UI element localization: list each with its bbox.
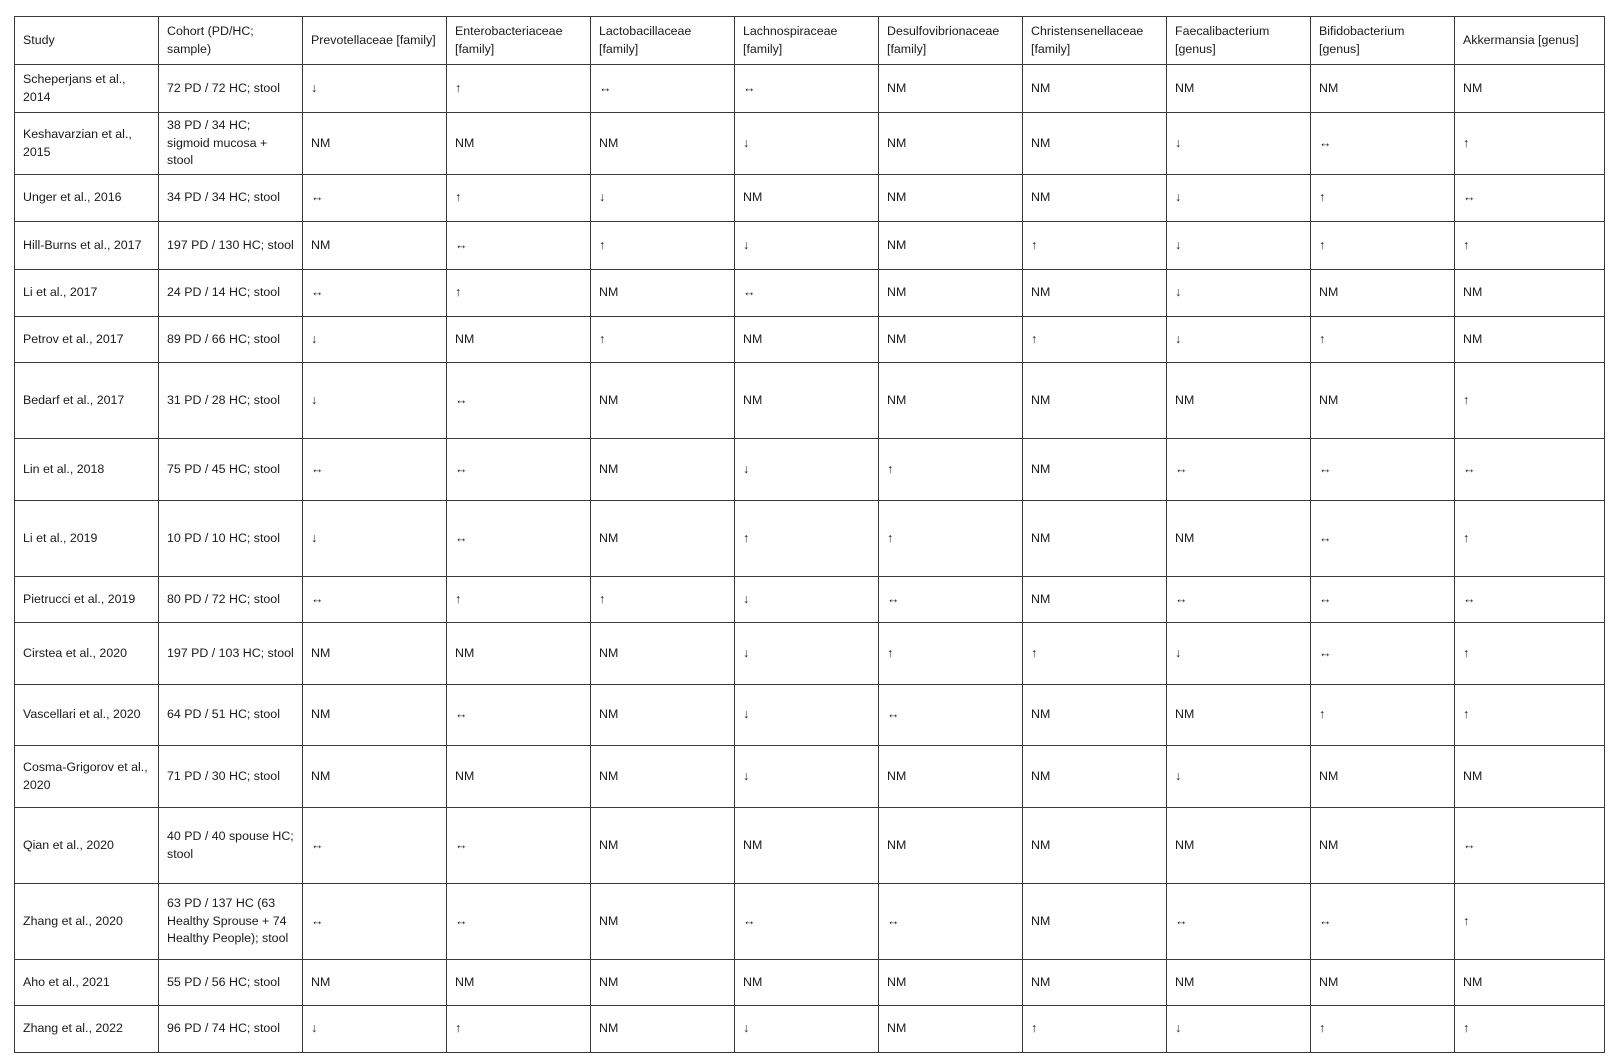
change-cell-bifidobacterium: NM xyxy=(1311,270,1455,317)
study-cell: Unger et al., 2016 xyxy=(15,175,159,222)
change-cell-desulfovibrionaceae: NM xyxy=(879,175,1023,222)
change-cell-lactobacillaceae: NM xyxy=(591,1006,735,1053)
change-cell-christensenellaceae: NM xyxy=(1023,960,1167,1006)
change-cell-lactobacillaceae: NM xyxy=(591,270,735,317)
change-cell-akkermansia: NM xyxy=(1455,317,1605,363)
change-cell-akkermansia: ↑ xyxy=(1455,623,1605,685)
change-cell-christensenellaceae: NM xyxy=(1023,439,1167,501)
cohort-cell: 10 PD / 10 HC; stool xyxy=(159,501,303,577)
change-cell-desulfovibrionaceae: NM xyxy=(879,270,1023,317)
change-cell-bifidobacterium: NM xyxy=(1311,808,1455,884)
change-cell-prevotellaceae: NM xyxy=(303,746,447,808)
change-cell-faecalibacterium: ↓ xyxy=(1167,1006,1311,1053)
change-cell-desulfovibrionaceae: NM xyxy=(879,746,1023,808)
change-cell-faecalibacterium: NM xyxy=(1167,685,1311,746)
change-cell-christensenellaceae: NM xyxy=(1023,808,1167,884)
change-cell-akkermansia: ↑ xyxy=(1455,884,1605,960)
change-cell-bifidobacterium: ↔ xyxy=(1311,623,1455,685)
change-cell-faecalibacterium: ↓ xyxy=(1167,113,1311,175)
change-cell-faecalibacterium: NM xyxy=(1167,808,1311,884)
study-cell: Aho et al., 2021 xyxy=(15,960,159,1006)
table-row xyxy=(15,363,1605,439)
table-row xyxy=(15,623,1605,685)
change-cell-prevotellaceae: NM xyxy=(303,685,447,746)
change-cell-bifidobacterium: ↑ xyxy=(1311,685,1455,746)
change-cell-prevotellaceae: ↓ xyxy=(303,65,447,113)
cohort-cell: 197 PD / 103 HC; stool xyxy=(159,623,303,685)
change-cell-bifidobacterium: ↑ xyxy=(1311,317,1455,363)
change-cell-lachnospiraceae: NM xyxy=(735,175,879,222)
change-cell-akkermansia: NM xyxy=(1455,65,1605,113)
change-cell-lactobacillaceae: NM xyxy=(591,685,735,746)
change-cell-bifidobacterium: ↔ xyxy=(1311,884,1455,960)
change-cell-bifidobacterium: ↔ xyxy=(1311,501,1455,577)
change-cell-akkermansia: ↑ xyxy=(1455,501,1605,577)
change-cell-enterobacteriaceae: NM xyxy=(447,113,591,175)
change-cell-faecalibacterium: ↓ xyxy=(1167,270,1311,317)
change-cell-faecalibacterium: ↔ xyxy=(1167,884,1311,960)
change-cell-christensenellaceae: ↑ xyxy=(1023,222,1167,270)
change-cell-bifidobacterium: ↑ xyxy=(1311,175,1455,222)
cohort-cell: 55 PD / 56 HC; stool xyxy=(159,960,303,1006)
change-cell-bifidobacterium: NM xyxy=(1311,746,1455,808)
cohort-cell: 38 PD / 34 HC; sigmoid mucosa + stool xyxy=(159,113,303,175)
column-header-study: Study xyxy=(15,17,159,65)
cohort-cell: 197 PD / 130 HC; stool xyxy=(159,222,303,270)
column-header-lactobacillaceae: Lactobacillaceae [family] xyxy=(591,17,735,65)
change-cell-desulfovibrionaceae: ↔ xyxy=(879,577,1023,623)
cohort-cell: 64 PD / 51 HC; stool xyxy=(159,685,303,746)
change-cell-christensenellaceae: ↑ xyxy=(1023,623,1167,685)
change-cell-enterobacteriaceae: NM xyxy=(447,960,591,1006)
change-cell-bifidobacterium: NM xyxy=(1311,363,1455,439)
change-cell-desulfovibrionaceae: ↑ xyxy=(879,501,1023,577)
cohort-cell: 89 PD / 66 HC; stool xyxy=(159,317,303,363)
cohort-cell: 71 PD / 30 HC; stool xyxy=(159,746,303,808)
change-cell-enterobacteriaceae: ↑ xyxy=(447,577,591,623)
change-cell-bifidobacterium: ↔ xyxy=(1311,113,1455,175)
change-cell-prevotellaceae: NM xyxy=(303,113,447,175)
change-cell-lachnospiraceae: NM xyxy=(735,960,879,1006)
change-cell-enterobacteriaceae: NM xyxy=(447,746,591,808)
change-cell-prevotellaceae: ↔ xyxy=(303,439,447,501)
table-row xyxy=(15,222,1605,270)
change-cell-akkermansia: ↑ xyxy=(1455,363,1605,439)
microbiome-studies-table xyxy=(14,16,1605,1053)
change-cell-akkermansia: NM xyxy=(1455,746,1605,808)
change-cell-lachnospiraceae: ↓ xyxy=(735,623,879,685)
change-cell-prevotellaceae: ↔ xyxy=(303,577,447,623)
change-cell-christensenellaceae: ↑ xyxy=(1023,1006,1167,1053)
column-header-prevotellaceae: Prevotellaceae [family] xyxy=(303,17,447,65)
table-row xyxy=(15,1006,1605,1053)
study-cell: Cirstea et al., 2020 xyxy=(15,623,159,685)
change-cell-enterobacteriaceae: ↔ xyxy=(447,222,591,270)
change-cell-lachnospiraceae: ↑ xyxy=(735,501,879,577)
cohort-cell: 40 PD / 40 spouse HC; stool xyxy=(159,808,303,884)
change-cell-bifidobacterium: NM xyxy=(1311,65,1455,113)
study-cell: Zhang et al., 2022 xyxy=(15,1006,159,1053)
change-cell-lactobacillaceae: NM xyxy=(591,363,735,439)
change-cell-bifidobacterium: ↑ xyxy=(1311,222,1455,270)
change-cell-prevotellaceae: ↓ xyxy=(303,1006,447,1053)
change-cell-enterobacteriaceae: ↑ xyxy=(447,65,591,113)
change-cell-prevotellaceae: ↔ xyxy=(303,808,447,884)
change-cell-enterobacteriaceae: ↔ xyxy=(447,501,591,577)
change-cell-lachnospiraceae: ↓ xyxy=(735,746,879,808)
change-cell-christensenellaceae: NM xyxy=(1023,577,1167,623)
change-cell-desulfovibrionaceae: ↔ xyxy=(879,884,1023,960)
change-cell-lachnospiraceae: NM xyxy=(735,363,879,439)
change-cell-faecalibacterium: ↔ xyxy=(1167,439,1311,501)
change-cell-faecalibacterium: NM xyxy=(1167,363,1311,439)
change-cell-lachnospiraceae: ↔ xyxy=(735,270,879,317)
change-cell-desulfovibrionaceae: NM xyxy=(879,65,1023,113)
study-cell: Keshavarzian et al., 2015 xyxy=(15,113,159,175)
change-cell-desulfovibrionaceae: NM xyxy=(879,363,1023,439)
change-cell-lachnospiraceae: NM xyxy=(735,317,879,363)
table-row xyxy=(15,113,1605,175)
change-cell-faecalibacterium: NM xyxy=(1167,65,1311,113)
change-cell-akkermansia: ↔ xyxy=(1455,808,1605,884)
change-cell-enterobacteriaceae: ↑ xyxy=(447,175,591,222)
change-cell-lachnospiraceae: ↓ xyxy=(735,577,879,623)
study-cell: Lin et al., 2018 xyxy=(15,439,159,501)
change-cell-desulfovibrionaceae: NM xyxy=(879,1006,1023,1053)
change-cell-lachnospiraceae: ↓ xyxy=(735,222,879,270)
change-cell-prevotellaceae: ↓ xyxy=(303,317,447,363)
change-cell-lactobacillaceae: NM xyxy=(591,746,735,808)
cohort-cell: 24 PD / 14 HC; stool xyxy=(159,270,303,317)
change-cell-prevotellaceae: ↔ xyxy=(303,175,447,222)
study-cell: Vascellari et al., 2020 xyxy=(15,685,159,746)
study-cell: Li et al., 2017 xyxy=(15,270,159,317)
change-cell-enterobacteriaceae: ↑ xyxy=(447,1006,591,1053)
change-cell-akkermansia: ↑ xyxy=(1455,1006,1605,1053)
change-cell-prevotellaceae: NM xyxy=(303,960,447,1006)
change-cell-enterobacteriaceae: NM xyxy=(447,317,591,363)
change-cell-prevotellaceae: NM xyxy=(303,222,447,270)
change-cell-desulfovibrionaceae: NM xyxy=(879,808,1023,884)
change-cell-lactobacillaceae: ↑ xyxy=(591,317,735,363)
table-row xyxy=(15,501,1605,577)
column-header-christensenellaceae: Christensenellaceae [family] xyxy=(1023,17,1167,65)
change-cell-lachnospiraceae: NM xyxy=(735,808,879,884)
table-row xyxy=(15,65,1605,113)
study-cell: Bedarf et al., 2017 xyxy=(15,363,159,439)
change-cell-desulfovibrionaceae: NM xyxy=(879,222,1023,270)
column-header-lachnospiraceae: Lachnospiraceae [family] xyxy=(735,17,879,65)
change-cell-akkermansia: ↑ xyxy=(1455,113,1605,175)
change-cell-enterobacteriaceae: ↔ xyxy=(447,685,591,746)
change-cell-lachnospiraceae: ↓ xyxy=(735,685,879,746)
column-header-akkermansia: Akkermansia [genus] xyxy=(1455,17,1605,65)
table-row xyxy=(15,175,1605,222)
change-cell-lactobacillaceae: ↑ xyxy=(591,222,735,270)
change-cell-enterobacteriaceae: ↔ xyxy=(447,808,591,884)
study-cell: Scheperjans et al., 2014 xyxy=(15,65,159,113)
change-cell-bifidobacterium: ↔ xyxy=(1311,439,1455,501)
change-cell-prevotellaceae: ↔ xyxy=(303,270,447,317)
study-cell: Cosma-Grigorov et al., 2020 xyxy=(15,746,159,808)
change-cell-christensenellaceae: NM xyxy=(1023,685,1167,746)
change-cell-enterobacteriaceae: ↔ xyxy=(447,884,591,960)
table-row xyxy=(15,577,1605,623)
cohort-cell: 96 PD / 74 HC; stool xyxy=(159,1006,303,1053)
study-cell: Li et al., 2019 xyxy=(15,501,159,577)
change-cell-faecalibacterium: ↓ xyxy=(1167,623,1311,685)
table-row xyxy=(15,317,1605,363)
study-cell: Zhang et al., 2020 xyxy=(15,884,159,960)
change-cell-lactobacillaceae: NM xyxy=(591,808,735,884)
change-cell-lachnospiraceae: ↓ xyxy=(735,439,879,501)
change-cell-prevotellaceae: ↓ xyxy=(303,501,447,577)
change-cell-bifidobacterium: NM xyxy=(1311,960,1455,1006)
change-cell-lactobacillaceae: ↑ xyxy=(591,577,735,623)
change-cell-lactobacillaceae: ↔ xyxy=(591,65,735,113)
change-cell-akkermansia: ↔ xyxy=(1455,577,1605,623)
table-row xyxy=(15,439,1605,501)
cohort-cell: 72 PD / 72 HC; stool xyxy=(159,65,303,113)
change-cell-desulfovibrionaceae: ↑ xyxy=(879,439,1023,501)
change-cell-lachnospiraceae: ↓ xyxy=(735,1006,879,1053)
change-cell-faecalibacterium: NM xyxy=(1167,960,1311,1006)
change-cell-akkermansia: NM xyxy=(1455,270,1605,317)
change-cell-christensenellaceae: NM xyxy=(1023,175,1167,222)
column-header-desulfovibrionaceae: Desulfovibrionaceae [family] xyxy=(879,17,1023,65)
change-cell-bifidobacterium: ↔ xyxy=(1311,577,1455,623)
change-cell-akkermansia: ↑ xyxy=(1455,685,1605,746)
change-cell-lactobacillaceae: NM xyxy=(591,623,735,685)
study-cell: Pietrucci et al., 2019 xyxy=(15,577,159,623)
change-cell-akkermansia: ↔ xyxy=(1455,439,1605,501)
change-cell-desulfovibrionaceae: ↑ xyxy=(879,623,1023,685)
change-cell-bifidobacterium: ↑ xyxy=(1311,1006,1455,1053)
cohort-cell: 80 PD / 72 HC; stool xyxy=(159,577,303,623)
change-cell-faecalibacterium: ↓ xyxy=(1167,175,1311,222)
change-cell-desulfovibrionaceae: NM xyxy=(879,113,1023,175)
change-cell-akkermansia: ↑ xyxy=(1455,222,1605,270)
change-cell-enterobacteriaceae: NM xyxy=(447,623,591,685)
change-cell-lactobacillaceae: NM xyxy=(591,501,735,577)
cohort-cell: 75 PD / 45 HC; stool xyxy=(159,439,303,501)
header-row xyxy=(15,17,1605,65)
change-cell-christensenellaceae: NM xyxy=(1023,501,1167,577)
cohort-cell: 63 PD / 137 HC (63 Healthy Sprouse + 74 Healthy People); stool xyxy=(159,884,303,960)
table-row xyxy=(15,746,1605,808)
change-cell-christensenellaceae: NM xyxy=(1023,270,1167,317)
change-cell-lachnospiraceae: ↓ xyxy=(735,113,879,175)
change-cell-enterobacteriaceae: ↑ xyxy=(447,270,591,317)
table-row xyxy=(15,270,1605,317)
change-cell-desulfovibrionaceae: NM xyxy=(879,960,1023,1006)
change-cell-lactobacillaceae: NM xyxy=(591,439,735,501)
column-header-cohort: Cohort (PD/HC; sample) xyxy=(159,17,303,65)
table-row xyxy=(15,884,1605,960)
change-cell-faecalibacterium: ↔ xyxy=(1167,577,1311,623)
change-cell-desulfovibrionaceae: NM xyxy=(879,317,1023,363)
change-cell-lachnospiraceae: ↔ xyxy=(735,65,879,113)
table-row xyxy=(15,960,1605,1006)
change-cell-lactobacillaceae: NM xyxy=(591,113,735,175)
change-cell-lachnospiraceae: ↔ xyxy=(735,884,879,960)
change-cell-christensenellaceae: NM xyxy=(1023,746,1167,808)
change-cell-akkermansia: NM xyxy=(1455,960,1605,1006)
cohort-cell: 31 PD / 28 HC; stool xyxy=(159,363,303,439)
change-cell-christensenellaceae: NM xyxy=(1023,884,1167,960)
change-cell-lactobacillaceae: ↓ xyxy=(591,175,735,222)
change-cell-faecalibacterium: ↓ xyxy=(1167,222,1311,270)
table-row xyxy=(15,685,1605,746)
column-header-enterobacteriaceae: Enterobacteriaceae [family] xyxy=(447,17,591,65)
column-header-faecalibacterium: Faecalibacterium [genus] xyxy=(1167,17,1311,65)
change-cell-desulfovibrionaceae: ↔ xyxy=(879,685,1023,746)
study-cell: Hill-Burns et al., 2017 xyxy=(15,222,159,270)
change-cell-faecalibacterium: NM xyxy=(1167,501,1311,577)
change-cell-faecalibacterium: ↓ xyxy=(1167,746,1311,808)
study-cell: Qian et al., 2020 xyxy=(15,808,159,884)
change-cell-prevotellaceae: ↔ xyxy=(303,884,447,960)
change-cell-akkermansia: ↔ xyxy=(1455,175,1605,222)
change-cell-prevotellaceae: ↓ xyxy=(303,363,447,439)
table-row xyxy=(15,808,1605,884)
change-cell-lactobacillaceae: NM xyxy=(591,884,735,960)
change-cell-christensenellaceae: NM xyxy=(1023,65,1167,113)
cohort-cell: 34 PD / 34 HC; stool xyxy=(159,175,303,222)
change-cell-faecalibacterium: ↓ xyxy=(1167,317,1311,363)
change-cell-lactobacillaceae: NM xyxy=(591,960,735,1006)
change-cell-christensenellaceae: NM xyxy=(1023,113,1167,175)
change-cell-christensenellaceae: NM xyxy=(1023,363,1167,439)
change-cell-enterobacteriaceae: ↔ xyxy=(447,439,591,501)
study-cell: Petrov et al., 2017 xyxy=(15,317,159,363)
table-body xyxy=(15,65,1605,1053)
change-cell-enterobacteriaceae: ↔ xyxy=(447,363,591,439)
column-header-bifidobacterium: Bifidobacterium [genus] xyxy=(1311,17,1455,65)
change-cell-prevotellaceae: NM xyxy=(303,623,447,685)
change-cell-christensenellaceae: ↑ xyxy=(1023,317,1167,363)
